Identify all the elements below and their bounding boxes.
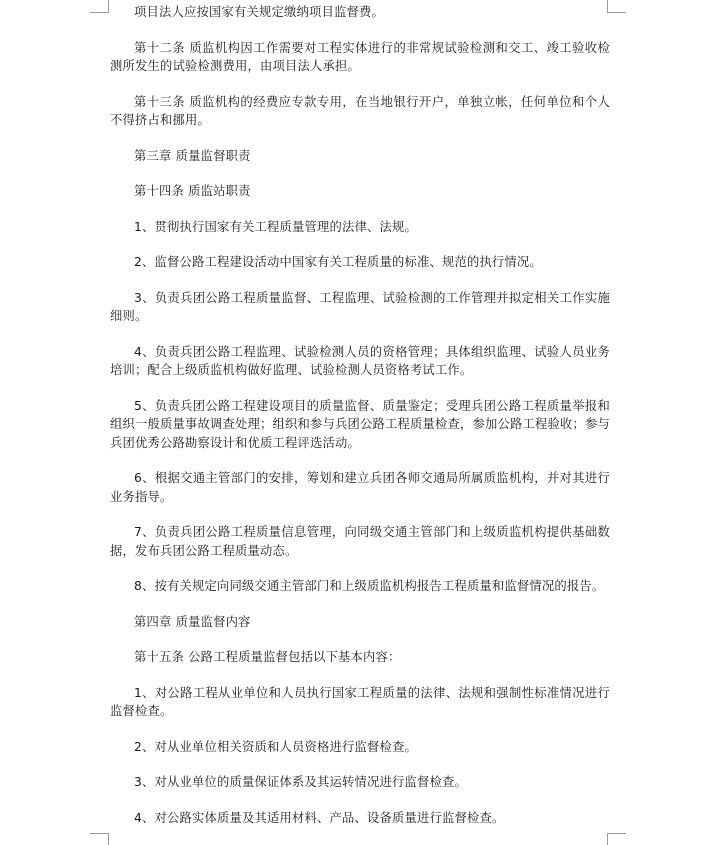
page-corner-mark	[90, 0, 109, 13]
paragraph: 项目法人应按国家有关规定缴纳项目监督费。	[134, 5, 384, 19]
list-item: 7、负责兵团公路工程质量信息管理，向同级交通主管部门和上级质监机构提供基础数据，发布兵团公路工程质量动态。	[110, 525, 610, 558]
list-item: 2、对从业单位相关资质和人员资格进行监督检查。	[134, 739, 417, 754]
list-item: 8、按有关规定向同级交通主管部门和上级质监机构报告工程质量和监督情况的报告。	[134, 579, 605, 593]
list-item: 6、根据交通主管部门的安排，筹划和建立兵团各师交通局所属质监机构，并对其进行业务指导。	[110, 471, 610, 504]
article-12: 第十二条 质监机构因工作需要对工程实体进行的非常规试验检测和交工、竣工验收检测所发生的试验检测费用，由项目法人承担。	[110, 40, 610, 73]
list-item: 2、监督公路工程建设活动中国家有关工程质量的标准、规范的执行情况。	[134, 255, 542, 269]
list-item: 1、贯彻执行国家有关工程质量管理的法律、法规。	[134, 219, 417, 234]
list-item: 3、对从业单位的质量保证体系及其运转情况进行监督检查。	[134, 775, 467, 789]
list-item: 3、负责兵团公路工程质量监督、工程监理、试验检测的工作管理并拟定相关工作实施细则。	[110, 290, 610, 323]
list-item: 4、对公路实体质量及其适用材料、产品、设备质量进行监督检查。	[134, 810, 505, 825]
article-13: 第十三条 质监机构的经费应专款专用，在当地银行开户，单独立帐，任何单位和个人不得挤占和挪用。	[110, 94, 610, 127]
list-item: 4、负责兵团公路工程监理、试验检测人员的资格管理；具体组织监理、试验人员业务培训；配合上级质监机构做好监理、试验检测人员资格考试工作。	[110, 344, 610, 377]
page-corner-mark	[607, 833, 626, 845]
page-corner-mark	[90, 833, 109, 845]
chapter-heading-3: 第三章 质量监督职责	[134, 148, 251, 163]
list-item: 1、对公路工程从业单位和人员执行国家工程质量的法律、法规和强制性标准情况进行监督检查。	[110, 685, 610, 718]
article-15-heading: 第十五条 公路工程质量监督包括以下基本内容：	[134, 650, 401, 664]
document-body	[110, 3, 610, 827]
list-item: 5、负责兵团公路工程建设项目的质量监督、质量鉴定；受理兵团公路工程质量举报和组织一般质量事故调查处理；组织和参与兵团公路工程质量检查，参加公路工程验收；参与兵团优秀公路勘察设计和优质工程评选活动。	[110, 398, 610, 450]
chapter-heading-4: 第四章 质量监督内容	[134, 614, 251, 629]
article-14-heading: 第十四条 质监站职责	[134, 184, 251, 198]
